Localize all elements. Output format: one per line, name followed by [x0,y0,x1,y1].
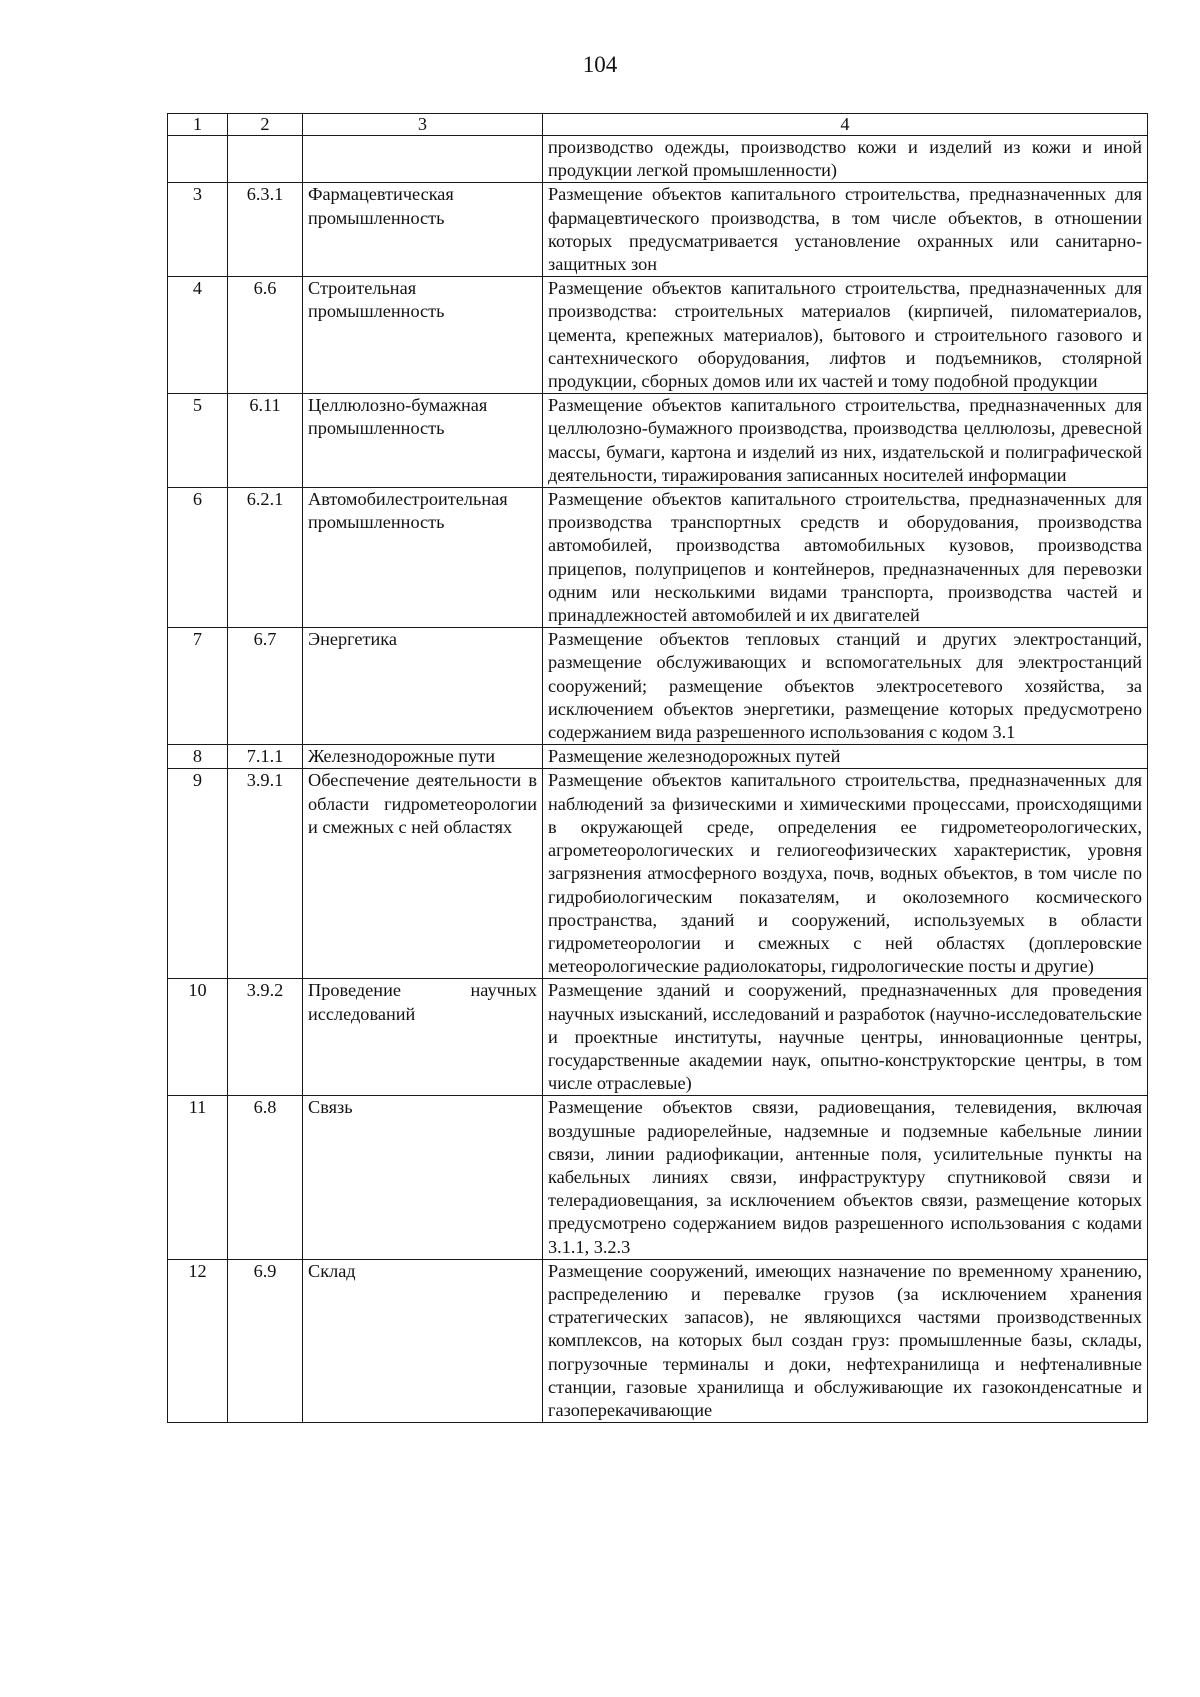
use-name: Фармацевтическая промышленность [303,183,543,277]
use-description: Размещение объектов капитального строительства, предназначенных для производства: строительных материалов (кирпичей, пиломатериалов, цемента, крепежных материалов), бытового и строительного газового и сантехнического оборудования, лифтов и подъемников, столярной продукции, сборных домов или их частей и тому подобной продукции [543,277,1148,394]
row-number: 9 [168,769,228,979]
use-name: Обеспечение деятельности в области гидрометеорологии и смежных с ней областях [303,769,543,979]
table-row [168,745,1148,769]
use-code: 6.3.1 [228,183,303,277]
table-row [168,488,1148,628]
use-code: 3.9.1 [228,769,303,979]
use-code: 3.9.2 [228,979,303,1096]
row-number: 12 [168,1259,228,1422]
header-cell: 4 [543,114,1148,136]
use-description: Размещение железнодорожных путей [543,745,1148,769]
use-name: Склад [303,1259,543,1422]
use-name: Строительная промышленность [303,277,543,394]
use-description: Размещение объектов капитального строительства, предназначенных для производства транспортных средств и оборудования, производства автомобилей, производства автомобильных кузовов, производства прицепов, полуприцепов и контейнеров, предназначенных для перевозки одним или несколькими видами транспорта, производства частей и принадлежностей автомобилей и их двигателей [543,488,1148,628]
row-number: 8 [168,745,228,769]
use-code: 6.9 [228,1259,303,1422]
row-number: 11 [168,1096,228,1259]
use-name: Энергетика [303,628,543,745]
row-number: 7 [168,628,228,745]
use-description: Размещение объектов капитального строительства, предназначенных для целлюлозно-бумажного производства, производства целлюлозы, древесной массы, бумаги, картона и изделий из них, издательской и полиграфической деятельности, тиражирования записанных носителей информации [543,394,1148,488]
table-row [168,979,1148,1096]
use-description: Размещение объектов капитального строительства, предназначенных для наблюдений за физическими и химическими процессами, происходящими в окружающей среде, определения ее гидрометеорологических, агрометеорологических и гелиогеофизических характеристик, уровня загрязнения атмосферного воздуха, почв, водных объектов, в том числе по гидробиологическим показателям, и околоземного космического пространства, зданий и сооружений, используемых в области гидрометеорологии и смежных с ней областях (доплеровские метеорологические радиолокаторы, гидрологические посты и другие) [543,769,1148,979]
use-code: 6.8 [228,1096,303,1259]
table-row [168,1096,1148,1259]
use-code: 6.11 [228,394,303,488]
row-number: 3 [168,183,228,277]
use-description: Размещение объектов тепловых станций и других электростанций, размещение обслуживающих и вспомогательных для электростанций сооружений; размещение объектов электросетевого хозяйства, за исключением объектов энергетики, размещение которых предусмотрено содержанием вида разрешенного использования с кодом 3.1 [543,628,1148,745]
land-use-table [167,113,1148,1423]
use-name: Целлюлозно-бумажная промышленность [303,394,543,488]
use-description: Размещение зданий и сооружений, предназначенных для проведения научных изысканий, исследований и разработок (научно-исследовательские и проектные институты, научные центры, инновационные центры, государственные академии наук, опытно-конструкторские центры, в том числе отраслевые) [543,979,1148,1096]
use-code: 6.7 [228,628,303,745]
use-description: Размещение объектов связи, радиовещания, телевидения, включая воздушные радиорелейные, надземные и подземные кабельные линии связи, линии радиофикации, антенные поля, усилительные пункты на кабельных линиях связи, инфраструктуру спутниковой связи и телерадиовещания, за исключением объектов связи, размещение которых предусмотрено содержанием видов разрешенного использования с кодами 3.1.1, 3.2.3 [543,1096,1148,1259]
use-name: Проведение научных исследований [303,979,543,1096]
table-row [168,1259,1148,1422]
table-row [168,183,1148,277]
use-name: Связь [303,1096,543,1259]
use-code: 7.1.1 [228,745,303,769]
row-number: 6 [168,488,228,628]
use-name: Автомобилестроительная промышленность [303,488,543,628]
header-cell: 2 [228,114,303,136]
empty-cell [303,136,543,183]
page-number: 104 [582,52,618,77]
use-name: Железнодорожные пути [303,745,543,769]
use-code: 6.6 [228,277,303,394]
header-cell: 1 [168,114,228,136]
header-row [168,114,1148,136]
header-cell: 3 [303,114,543,136]
table-row [168,394,1148,488]
row-number: 10 [168,979,228,1096]
use-description: Размещение сооружений, имеющих назначение по временному хранению, распределению и перевалке грузов (за исключением хранения стратегических запасов), не являющихся частями производственных комплексов, на которых был создан груз: промышленные базы, склады, погрузочные терминалы и доки, нефтехранилища и нефтеналивные станции, газовые хранилища и обслуживающие их газоконденсатные и газоперекачивающие [543,1259,1148,1422]
table-row [168,277,1148,394]
empty-cell [228,136,303,183]
use-code: 6.2.1 [228,488,303,628]
continuation-text: производство одежды, производство кожи и изделий из кожи и иной продукции легкой промышленности) [543,136,1148,183]
table-row [168,769,1148,979]
row-number: 5 [168,394,228,488]
row-number: 4 [168,277,228,394]
empty-cell [168,136,228,183]
table-row [168,628,1148,745]
use-description: Размещение объектов капитального строительства, предназначенных для фармацевтического производства, в том числе объектов, в отношении которых предусматривается установление охранных или санитарно-защитных зон [543,183,1148,277]
continuation-row [168,136,1148,183]
